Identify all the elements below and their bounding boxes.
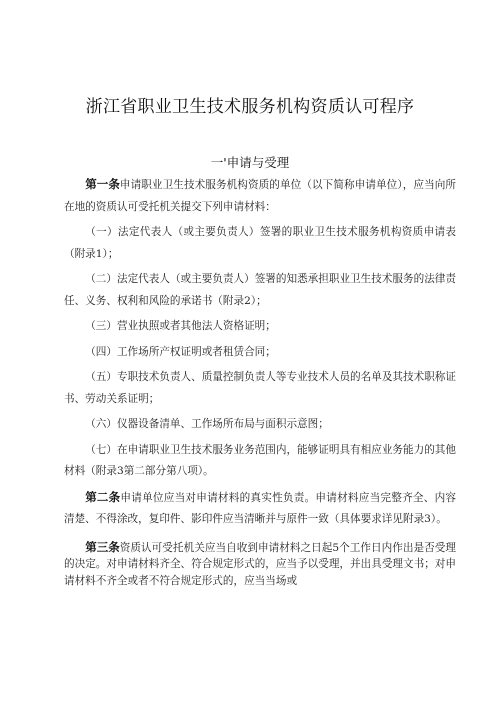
- list-item: [64, 440, 456, 483]
- list-item: [64, 222, 456, 265]
- list-item-text: （六）仪器设备清单、工作场所布局与面积示意图；: [85, 418, 329, 430]
- article-3: [64, 539, 456, 590]
- list-item: [64, 414, 456, 436]
- list-item: [64, 269, 456, 312]
- article-text: 申请职业卫生技术服务机构资质的单位（以下简称申请单位），应当向所在地的资质认可受托机关提交下列申请材料：: [64, 179, 456, 213]
- article-label: 第三条: [85, 539, 120, 554]
- list-item: [64, 367, 456, 410]
- list-item-text: （四）工作场所产权证明或者租赁合同；: [85, 345, 276, 358]
- list-item-text: （七）在申请职业卫生技术服务业务范围内，能够证明具有相应业务能力的其他材料（附录3第二部分第八项）。: [64, 443, 456, 477]
- article-1: [64, 174, 456, 218]
- list-item: [64, 342, 456, 364]
- document-title: 浙江省职业卫生技术服务机构资质认可程序: [85, 97, 415, 117]
- list-item-text: （一）法定代表人（或主要负责人）签署的职业卫生技术服务机构资质申请表（附录1）；: [64, 226, 456, 260]
- list-item: [64, 316, 456, 338]
- list-item-text: （二）法定代表人（或主要负责人）签署的知悉承担职业卫生技术服务的法律责任、义务、权利和风险的承诺书（附录2）；: [64, 273, 456, 307]
- article-text: 资质认可受托机关应当自收到申请材料之日起5个工作日内作出是否受理的决定。对申请材料齐全、符合规定形式的，应当予以受理，并出具受理文书；对申请材料不齐全或者不符合规定形式的，应当当场或: [64, 541, 456, 587]
- list-item-text: （三）营业执照或者其他法人资格证明；: [85, 320, 276, 332]
- article-2: [64, 487, 456, 531]
- article-text: 申请单位应当对申请材料的真实性负责。申请材料应当完整齐全、内容清楚、不得涂改，复印件、影印件应当清晰并与原件一致（具体要求详见附录3）。: [64, 491, 456, 525]
- list-item-text: （五）专职技术负责人、质量控制负责人等专业技术人员的名单及其技术职称证书、劳动关系证明；: [64, 371, 456, 405]
- article-label: 第二条: [85, 489, 121, 504]
- section-heading: 一'申请与受理: [210, 155, 290, 170]
- document-body: [64, 174, 456, 593]
- article-label: 第一条: [85, 177, 120, 191]
